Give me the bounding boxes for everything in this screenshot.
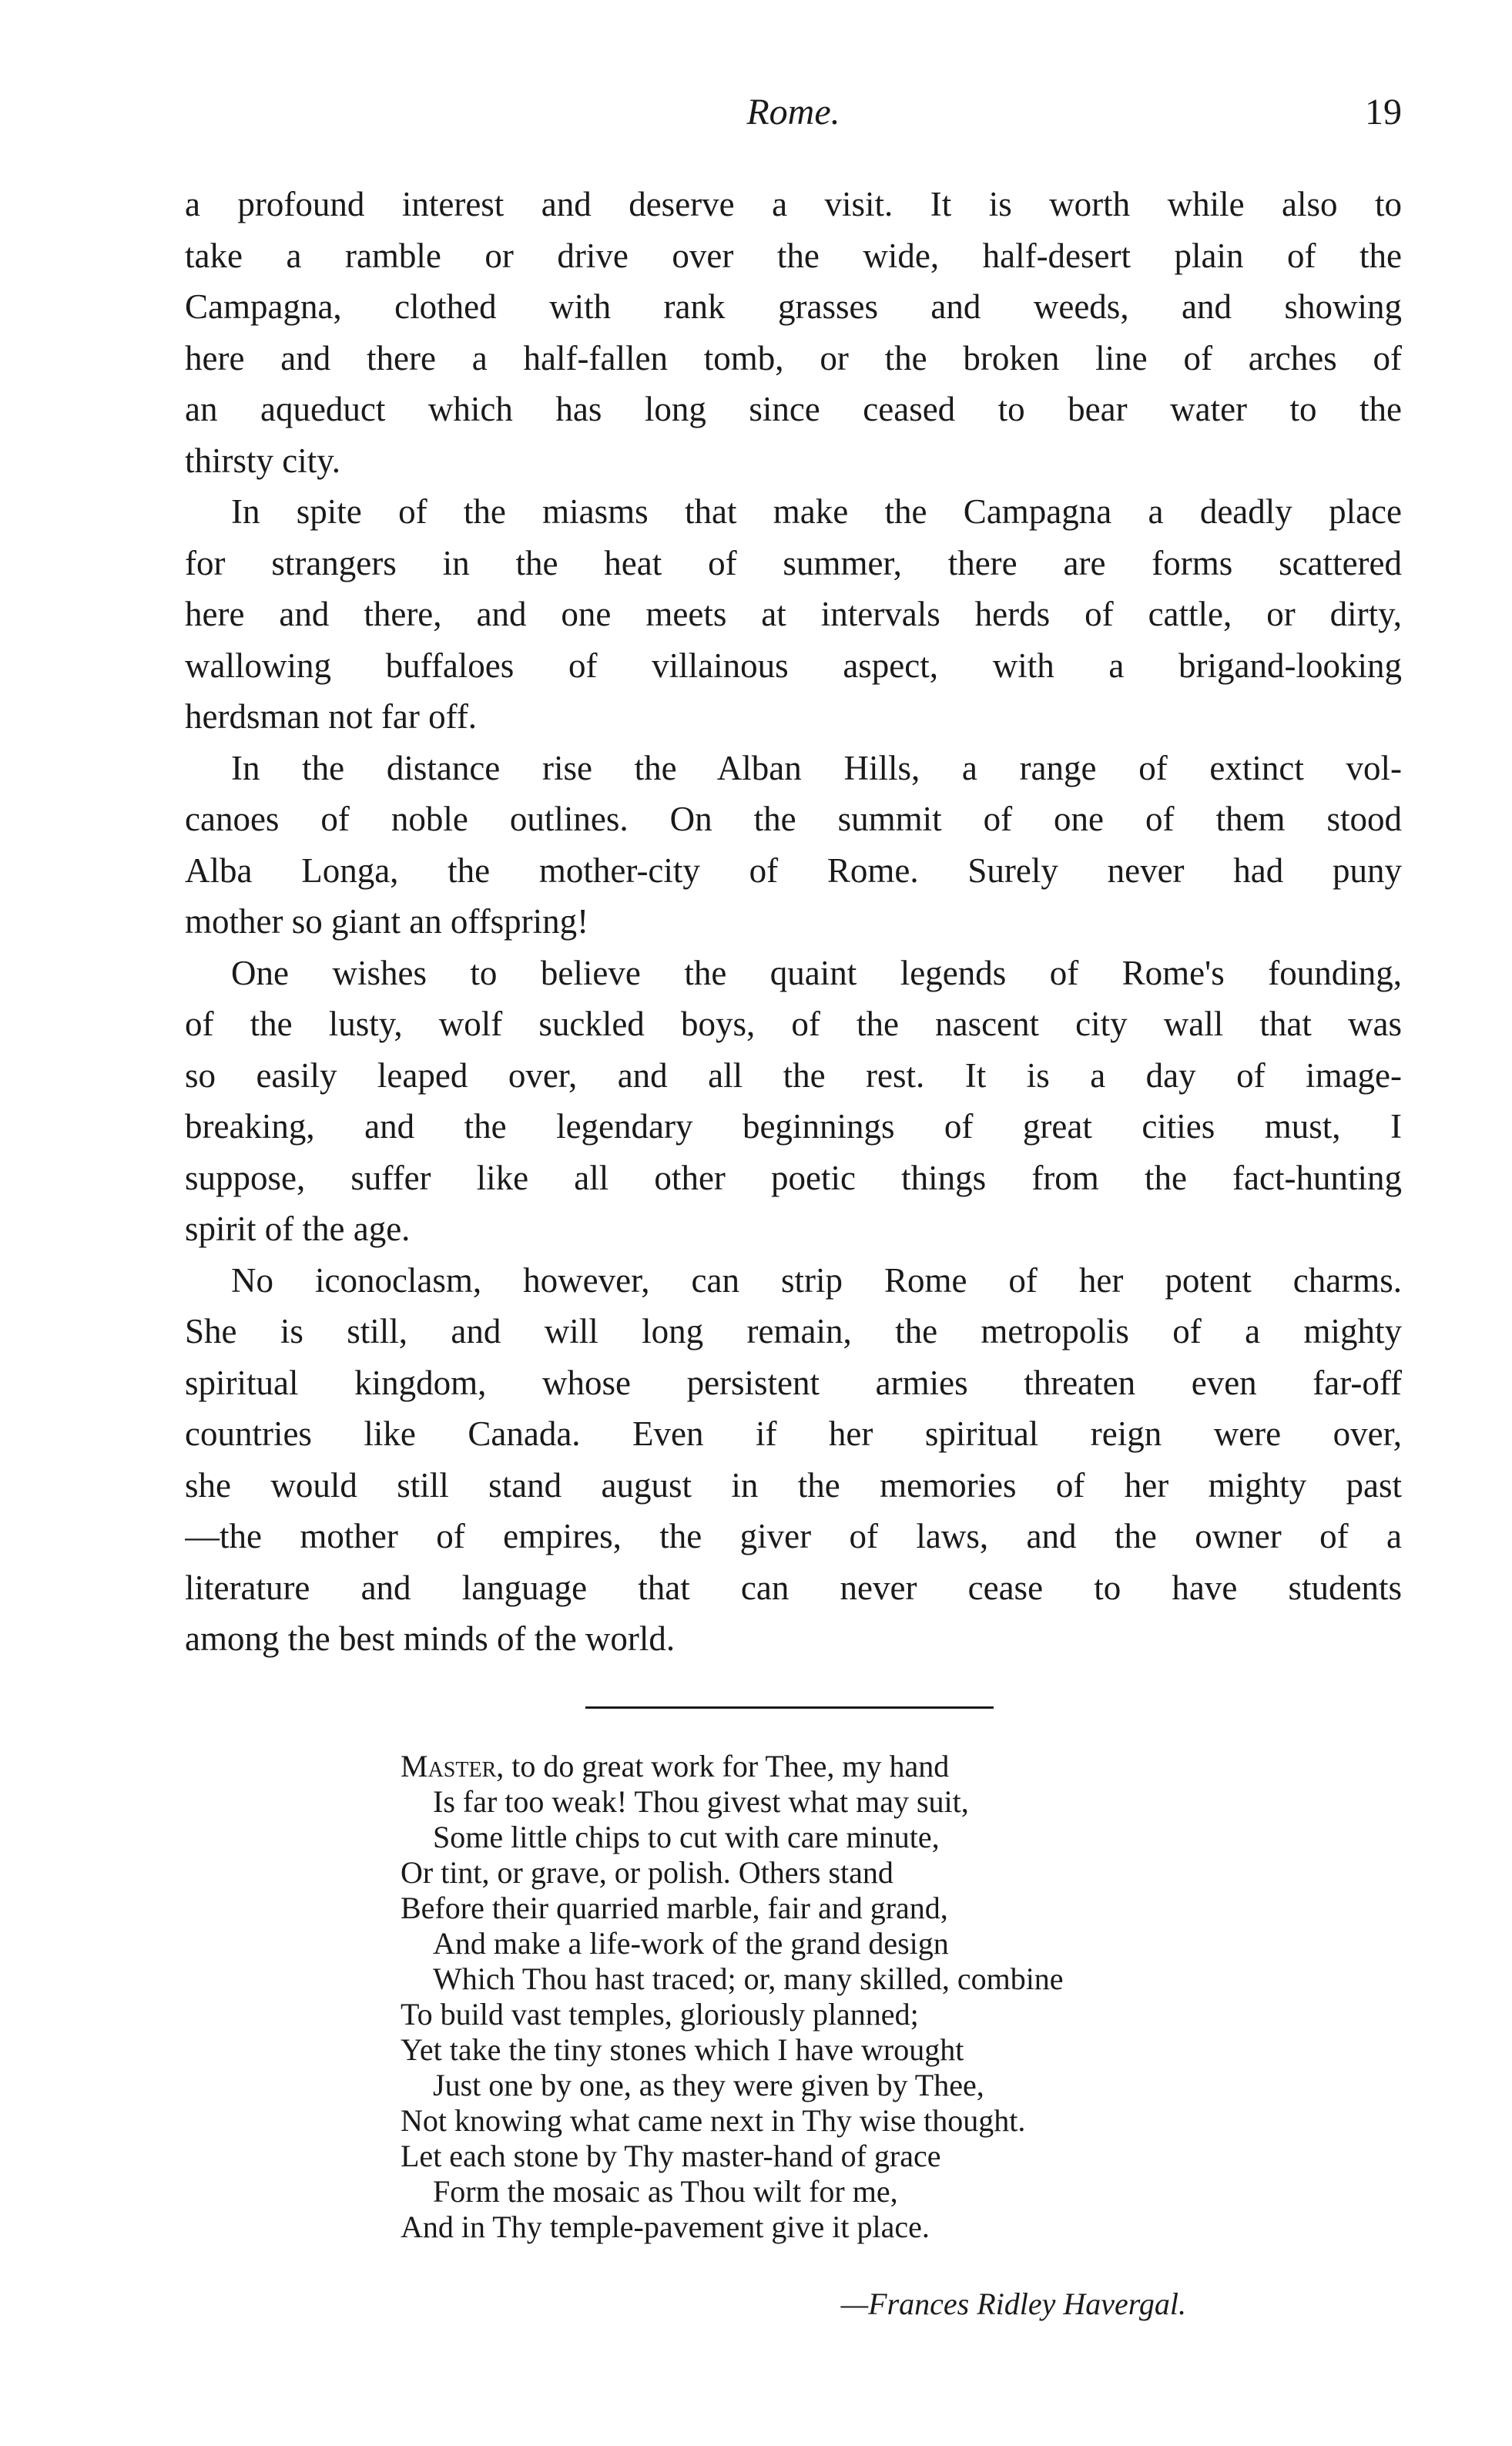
poem-line: Is far too weak! Thou givest what may suit, <box>433 1784 969 1819</box>
poem-line: Some little chips to cut with care minute, <box>433 1820 940 1854</box>
poem-line: Let each stone by Thy master-hand of grace <box>401 2139 941 2173</box>
running-head <box>185 91 1402 145</box>
poem-line: Yet take the tiny stones which I have wrought <box>401 2032 964 2067</box>
text-line: spiritual kingdom, whose persistent armies threaten even far-off <box>185 1363 1402 1402</box>
poem-line <box>401 1749 1325 1784</box>
text-line: suppose, suffer like all other poetic things from the fact-hunting <box>185 1158 1402 1197</box>
text-line: an aqueduct which has long since ceased to bear water to the <box>185 390 1402 428</box>
poem-first-word: Master <box>401 1749 497 1783</box>
poem-line: Which Thou hast traced; or, many skilled, combine <box>433 1961 1064 1996</box>
text-line: canoes of noble outlines. On the summit of one of them stood <box>185 800 1402 838</box>
page-number: 19 <box>1365 92 1402 133</box>
text-line: Campagna, clothed with rank grasses and weeds, and showing <box>185 287 1402 326</box>
poem-attribution: —Frances Ridley Havergal. <box>840 2287 1186 2321</box>
poem-line: Before their quarried marble, fair and grand, <box>401 1891 948 1925</box>
poem <box>401 1749 1325 2245</box>
text-line: among the best minds of the world. <box>185 1619 676 1658</box>
text-line: for strangers in the heat of summer, there are forms scattered <box>185 543 1402 582</box>
poem-first-line-rest: , to do great work for Thee, my hand <box>496 1749 950 1783</box>
text-line: here and there, and one meets at intervals herds of cattle, or dirty, <box>185 595 1402 633</box>
text-line: No iconoclasm, however, can strip Rome of her potent charms. <box>231 1260 1402 1300</box>
text-line: so easily leaped over, and all the rest. It is a day of image- <box>185 1055 1402 1095</box>
text-line: take a ramble or drive over the wide, half-desert plain of the <box>185 236 1402 275</box>
text-line: In the distance rise the Alban Hills, a range of extinct vol- <box>231 748 1402 787</box>
poem-line: And make a life-work of the grand design <box>433 1926 949 1961</box>
text-line: thirsty city. <box>185 441 341 480</box>
text-line: spirit of the age. <box>185 1210 411 1248</box>
text-line: In spite of the miasms that make the Campagna a deadly place <box>231 492 1402 531</box>
poem-line: Just one by one, as they were given by Thee, <box>433 2068 984 2102</box>
poem-line: Not knowing what came next in Thy wise thought. <box>401 2103 1026 2138</box>
text-line: countries like Canada. Even if her spiritual reign were over, <box>185 1414 1402 1453</box>
text-line: mother so giant an offspring! <box>185 902 589 941</box>
text-line: wallowing buffaloes of villainous aspect, with a brigand-looking <box>185 646 1402 685</box>
body-text <box>185 179 1402 1665</box>
text-line: of the lusty, wolf suckled boys, of the nascent city wall that was <box>185 1005 1402 1043</box>
text-line: —the mother of empires, the giver of laws, and the owner of a <box>185 1517 1402 1555</box>
poem-line: And in Thy temple-pavement give it place. <box>401 2209 930 2244</box>
text-line: she would still stand august in the memories of her mighty past <box>185 1465 1402 1505</box>
text-line: One wishes to believe the quaint legends of Rome's founding, <box>231 953 1402 992</box>
text-line: breaking, and the legendary beginnings of great cities must, I <box>185 1107 1402 1146</box>
section-divider <box>585 1706 994 1709</box>
text-line: here and there a half-fallen tomb, or the broken line of arches of <box>185 338 1402 377</box>
poem-line: Form the mosaic as Thou wilt for me, <box>433 2174 898 2209</box>
text-line: herdsman not far off. <box>185 697 478 736</box>
poem-line: Or tint, or grave, or polish. Others stand <box>401 1855 893 1890</box>
text-line: Alba Longa, the mother-city of Rome. Surely never had puny <box>185 851 1402 890</box>
text-line: literature and language that can never cease to have students <box>185 1568 1402 1607</box>
running-title: Rome. <box>746 92 840 133</box>
text-line: She is still, and will long remain, the metropolis of a mighty <box>185 1312 1402 1351</box>
text-line: a profound interest and deserve a visit. It is worth while also to <box>185 185 1402 223</box>
poem-line: To build vast temples, gloriously planned; <box>401 1997 919 2032</box>
